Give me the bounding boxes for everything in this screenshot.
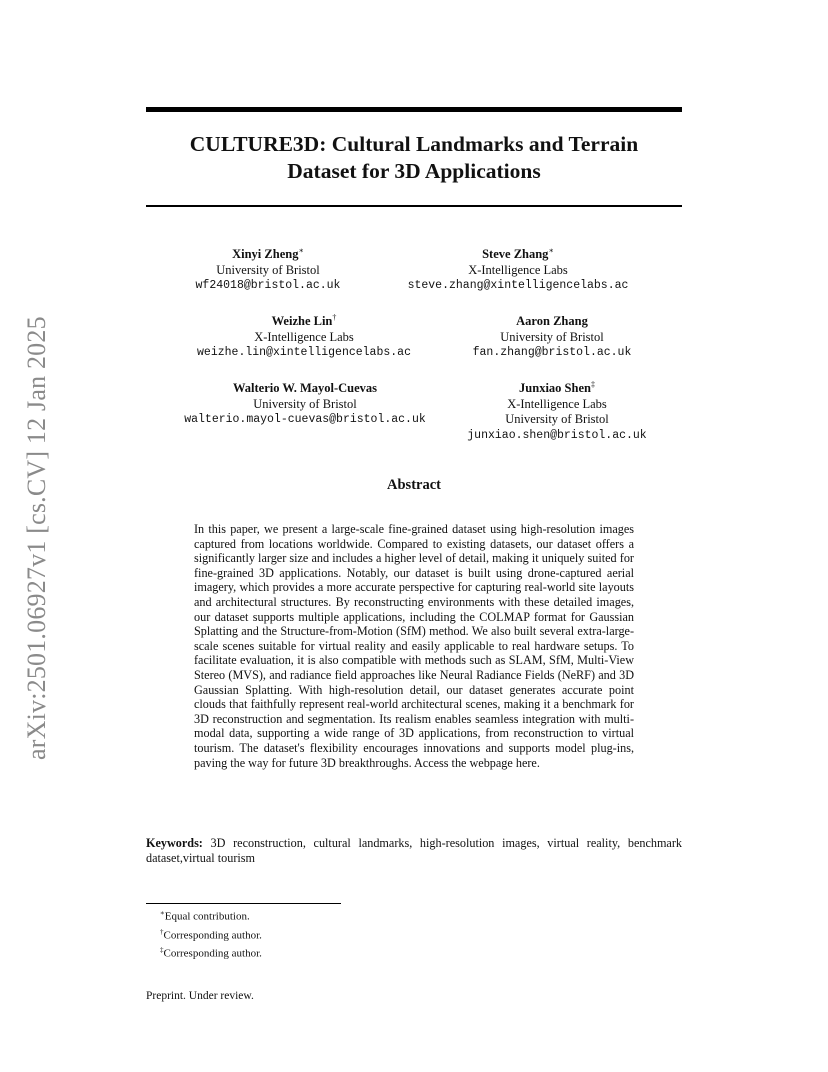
title-line-2: Dataset for 3D Applications <box>287 159 541 183</box>
author-affiliation: X-Intelligence Labs <box>254 329 354 344</box>
footnote-mark: ‡ <box>160 946 164 955</box>
footnote-mark: ∗ <box>160 909 165 917</box>
footnote-item <box>160 943 262 962</box>
author-affiliation: University of Bristol <box>216 262 320 277</box>
author-name: Xinyi Zheng <box>232 247 299 262</box>
author-email[interactable]: walterio.mayol-cuevas@bristol.ac.uk <box>184 413 426 427</box>
author-name: Weizhe Lin <box>271 314 333 329</box>
author-mark: ∗ <box>298 246 304 255</box>
author-block-1 <box>156 243 380 294</box>
footnote-mark: † <box>160 927 164 936</box>
author-affiliation: X-Intelligence Labs <box>507 396 607 411</box>
author-name: Junxiao Shen <box>519 381 591 396</box>
author-block-2 <box>396 243 640 294</box>
arxiv-identifier-stamp: arXiv:2501.06927v1 [cs.CV] 12 Jan 2025 <box>22 316 51 760</box>
keywords-line <box>146 836 682 866</box>
footnote-text: Equal contribution. <box>164 910 250 923</box>
author-email[interactable]: fan.zhang@bristol.ac.uk <box>472 346 632 360</box>
author-affiliation-2: University of Bristol <box>505 412 609 427</box>
author-block-6 <box>452 377 662 443</box>
preprint-note: Preprint. Under review. <box>146 990 254 1002</box>
abstract-body: In this paper, we present a large-scale fine-grained dataset using high-resolution images captured from locations worldwide. Compared to existing datasets, our dataset offers a significantly larger size and includes a higher level of detail, making it uniquely suited for fine-grained 3D applications. Notably, our dataset is built using drone-captured aerial imagery, which provides a more accurate perspective for capturing real-world site layouts and architectural structures. By reconstructing environments with these detailed images, our dataset supports multiple applications, including the COLMAP format for Gaussian Splatting and the Structure-from-Motion (SfM) method. We also built several extra-large-scale scenes suitable for virtual reality and easily applicable to real hardware setups. To facilitate evaluation, it is also compatible with methods such as SLAM, SfM, Multi-View Stereo (MVS), and radiance field approaches like Neural Radiance Fields (NeRF) and 3D Gaussian Splatting. With high-resolution detail, our dataset generates accurate point clouds that faithfully represent real-world architectural scenes, making it a benchmark for 3D reconstruction and segmentation. Its realism enables seamless integration with multi-modal data, supporting a wide range of 3D applications, from reconstruction to virtual tourism. The dataset's flexibility encourages innovations and supports model plug-ins, paving the way for future 3D breakthroughs. Access the webpage here. <box>194 522 634 770</box>
author-block-3 <box>176 310 432 361</box>
author-block-5 <box>160 377 450 428</box>
author-name: Walterio W. Mayol-Cuevas <box>232 381 378 396</box>
author-email[interactable]: junxiao.shen@bristol.ac.uk <box>467 428 647 442</box>
author-mark: ‡ <box>590 380 595 389</box>
footnote-text: Corresponding author. <box>163 947 262 960</box>
footnote-rule <box>146 903 341 904</box>
author-mark: ∗ <box>548 246 554 255</box>
abstract-heading: Abstract <box>387 477 441 493</box>
title-top-rule <box>146 107 682 112</box>
author-affiliation: University of Bristol <box>253 396 357 411</box>
author-affiliation: X-Intelligence Labs <box>468 262 568 277</box>
keywords-label: Keywords: <box>146 836 203 850</box>
author-email[interactable]: weizhe.lin@xintelligencelabs.ac <box>197 346 411 360</box>
author-affiliation: University of Bristol <box>500 329 604 344</box>
footnotes <box>160 906 262 962</box>
author-email[interactable]: wf24018@bristol.ac.uk <box>195 279 341 293</box>
author-mark: † <box>332 313 337 322</box>
author-block-4 <box>452 310 652 361</box>
author-name: Steve Zhang <box>482 247 549 262</box>
author-email[interactable]: steve.zhang@xintelligencelabs.ac <box>407 279 629 293</box>
paper-title <box>146 131 682 185</box>
footnote-item <box>160 906 262 925</box>
author-name: Aaron Zhang <box>516 314 588 329</box>
title-bottom-rule <box>146 205 682 207</box>
footnote-item <box>160 925 262 944</box>
keywords-text: 3D reconstruction, cultural landmarks, high-resolution images, virtual reality, benchmark dataset,virtual tourism <box>146 836 682 865</box>
title-line-1: CULTURE3D: Cultural Landmarks and Terrain <box>189 132 639 156</box>
footnote-text: Corresponding author. <box>163 929 262 942</box>
